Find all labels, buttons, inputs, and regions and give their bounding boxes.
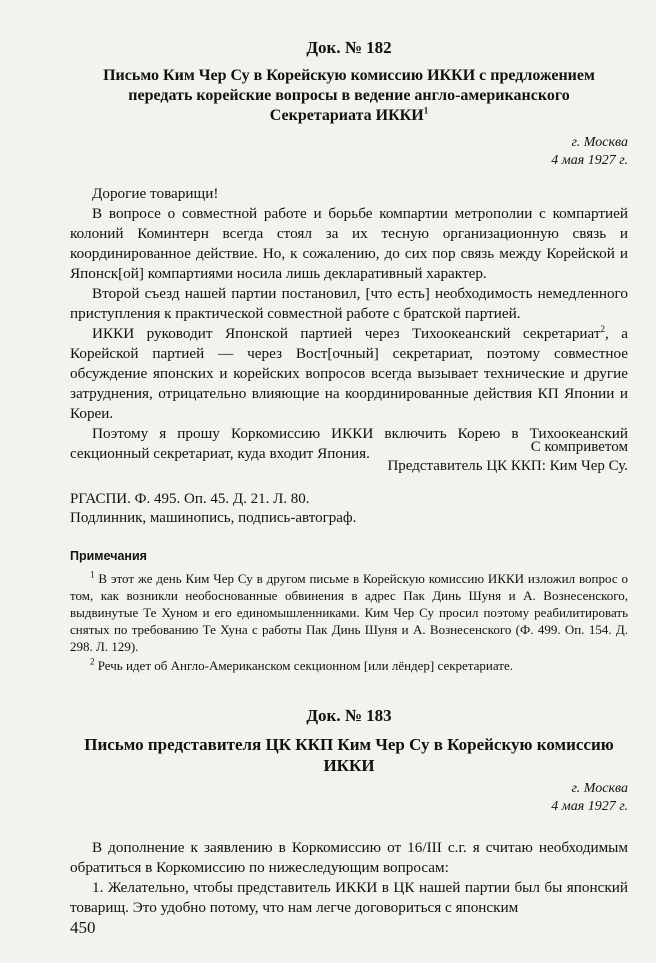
- page-number: 450: [70, 918, 96, 937]
- doc182-title-line3-text: Секретариата ИККИ: [269, 107, 424, 124]
- doc182-paragraph-4: Поэтому я прошу Коркомиссию ИККИ включить Корею в Тихоокеанский секционный секретариат, куда входит Япония.: [70, 425, 628, 462]
- doc183-paragraph-1: В дополнение к заявлению в Коркомиссию от 16/III с.г. я считаю необходимым обратиться в Коркомиссию по нижеследующим вопросам:: [70, 839, 628, 876]
- doc182-title-line3: [70, 106, 628, 126]
- doc182-closing: С комприветом: [530, 439, 628, 455]
- doc182-archive-ref: РГАСПИ. Ф. 495. Оп. 45. Д. 21. Л. 80.: [70, 491, 310, 507]
- doc183-header: [70, 706, 628, 776]
- note-1-text: В этот же день Ким Чер Су в другом письме в Корейскую комиссию ИККИ изложил вопрос о том, как возникли необоснованные обвинения в адрес Пак Динь Шуня и А. Вознесенского, выдвинутые Те Хуном и его единомышленниками. Ким Чер Су просил поэтому реабилитировать снятых по требованию Те Хуна с работы Пак Динь Шуня и А. Вознесенского (Ф. 499. Оп. 154. Д. 298. Л. 129).: [70, 571, 628, 654]
- doc183-body: [70, 838, 628, 918]
- doc182-paragraph-3a: ИККИ руководит Японской партией через Тихоокеанский секретариат: [92, 325, 601, 342]
- doc183-place-date: [70, 780, 628, 816]
- doc182-paragraph-3b: , а Корейской партией — через Вост[очный] секретариат, поэтому совместное обсуждение японских и корейских вопросов всегда вызывает технические и другие затруднения, отрицательно влияющие на координированные действия КП Японии и Кореи.: [70, 325, 628, 422]
- doc182-header: [70, 38, 628, 126]
- note-1-mark: 1: [90, 569, 95, 580]
- doc182-footnote-mark-2: 2: [600, 323, 606, 334]
- doc182-signature-block: [70, 438, 628, 476]
- doc183-paragraph-2: 1. Желательно, чтобы представитель ИККИ в ЦК нашей партии был бы японский товарищ. Это удобно потому, что нам легче договориться с японским: [70, 879, 628, 916]
- doc182-title-line1: Письмо Ким Чер Су в Корейскую комиссию ИККИ с предложением: [103, 67, 595, 84]
- doc182-title-footnote-mark: 1: [423, 105, 429, 116]
- doc183-number: Док. № 183: [306, 706, 392, 725]
- doc183-place: г. Москва: [571, 781, 628, 796]
- doc183-title-line1: Письмо представителя ЦК ККП Ким Чер Су в Корейскую комиссию: [84, 735, 614, 754]
- note-2: [70, 657, 628, 674]
- doc183-date: 4 мая 1927 г.: [551, 799, 628, 814]
- note-2-text: Речь идет об Англо-Американском секционном [или лёндер] секретариате.: [94, 658, 514, 673]
- doc183-title: [70, 734, 628, 776]
- doc182-number: Док. № 182: [306, 38, 392, 57]
- note-1: [70, 570, 628, 655]
- doc182-greeting: Дорогие товарищи!: [92, 185, 219, 202]
- doc182-paragraph-3: [70, 324, 628, 424]
- doc182-title-line2: передать корейские вопросы в ведение англо-американского: [128, 87, 570, 104]
- doc182-body: [70, 184, 628, 464]
- doc182-title: [70, 66, 628, 126]
- doc182-place-date: [70, 134, 628, 170]
- doc182-place: г. Москва: [571, 135, 628, 150]
- doc182-signature: Представитель ЦК ККП: Ким Чер Су.: [387, 458, 628, 474]
- note-2-mark: 2: [90, 656, 95, 667]
- doc183-title-line2: ИККИ: [323, 756, 375, 775]
- notes-heading: Примечания: [70, 549, 147, 563]
- doc182-original-note: Подлинник, машинопись, подпись-автограф.: [70, 510, 357, 526]
- doc182-paragraph-1: В вопросе о совместной работе и борьбе компартии метрополии с компартией колоний Коминтерн всегда стоял за их тесную организационную связь и координированное действие. Но, к сожалению, до сих пор связь между Корейской и Японск[ой] компартиями носила лишь декларативный характер.: [70, 205, 628, 282]
- doc182-archival-info: [70, 490, 628, 528]
- doc182-notes: [70, 548, 628, 674]
- doc182-paragraph-2: Второй съезд нашей партии постановил, [что есть] необходимость немедленного приступления к практической совместной работе с братской партией.: [70, 285, 628, 322]
- doc182-date: 4 мая 1927 г.: [551, 153, 628, 168]
